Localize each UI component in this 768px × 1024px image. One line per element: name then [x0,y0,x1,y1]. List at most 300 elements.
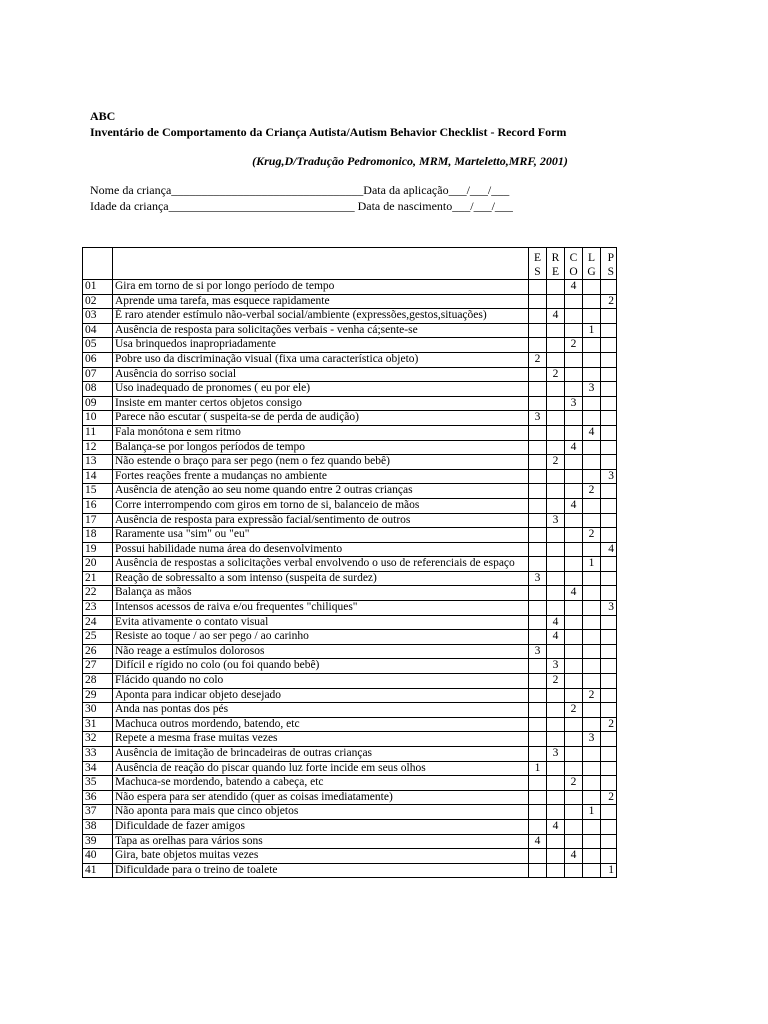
item-number: 04 [83,323,113,338]
score-cell-ps[interactable]: 4 [601,542,617,557]
score-cell-lg[interactable] [583,367,601,382]
table-row [83,790,617,805]
score-cell-lg[interactable] [583,396,601,411]
score-cell-co[interactable] [565,805,583,820]
score-cell-re[interactable] [547,790,565,805]
score-cell-co[interactable] [565,674,583,689]
table-row [83,674,617,689]
item-description: Fortes reações frente a mudanças no ambiente [113,469,529,484]
score-cell-co[interactable] [565,411,583,426]
score-cell-lg[interactable]: 3 [583,732,601,747]
score-cell-lg[interactable]: 1 [583,805,601,820]
score-cell-ps[interactable] [601,732,617,747]
score-cell-co[interactable] [565,352,583,367]
score-cell-re[interactable] [547,717,565,732]
item-number: 25 [83,630,113,645]
item-number: 32 [83,732,113,747]
item-number: 17 [83,513,113,528]
item-description: Tapa as orelhas para vários sons [113,834,529,849]
checklist-table [82,247,617,878]
table-row [83,484,617,499]
score-cell-es[interactable] [529,367,547,382]
item-description: Aprende uma tarefa, mas esquece rapidamente [113,294,529,309]
item-number: 10 [83,411,113,426]
score-cell-co[interactable]: 2 [565,776,583,791]
score-cell-ps[interactable] [601,367,617,382]
score-cell-co[interactable] [565,542,583,557]
score-cell-lg[interactable] [583,352,601,367]
score-cell-re[interactable] [547,542,565,557]
score-cell-ps[interactable] [601,425,617,440]
score-cell-lg[interactable] [583,674,601,689]
score-cell-ps[interactable]: 3 [601,469,617,484]
score-cell-re[interactable] [547,586,565,601]
score-cell-lg[interactable] [583,863,601,878]
item-description: Intensos acessos de raiva e/ou frequentes "chiliques" [113,601,529,616]
item-number: 19 [83,542,113,557]
score-cell-ps[interactable] [601,323,617,338]
item-description: Ausência de resposta para solicitações verbais - venha cá;sente-se [113,323,529,338]
score-cell-es[interactable] [529,732,547,747]
score-cell-re[interactable]: 2 [547,367,565,382]
score-cell-lg[interactable]: 1 [583,323,601,338]
score-cell-lg[interactable] [583,776,601,791]
score-cell-re[interactable]: 2 [547,455,565,470]
score-cell-ps[interactable] [601,615,617,630]
score-cell-es[interactable] [529,776,547,791]
score-cell-lg[interactable] [583,834,601,849]
score-cell-es[interactable] [529,469,547,484]
item-number: 29 [83,688,113,703]
item-description: Balança as mãos [113,586,529,601]
score-cell-re[interactable] [547,688,565,703]
score-cell-lg[interactable] [583,615,601,630]
score-cell-es[interactable] [529,674,547,689]
score-cell-co[interactable] [565,309,583,324]
table-row [83,761,617,776]
item-number: 31 [83,717,113,732]
score-cell-co[interactable]: 4 [565,849,583,864]
score-cell-lg[interactable] [583,440,601,455]
score-cell-es[interactable] [529,615,547,630]
score-cell-lg[interactable] [583,761,601,776]
item-number: 21 [83,571,113,586]
item-description: Ausência de atenção ao seu nome quando entre 2 outras crianças [113,484,529,499]
item-description: Parece não escutar ( suspeita-se de perda de audição) [113,411,529,426]
score-cell-lg[interactable] [583,630,601,645]
item-number: 20 [83,557,113,572]
item-number: 37 [83,805,113,820]
score-cell-ps[interactable] [601,352,617,367]
score-cell-lg[interactable] [583,703,601,718]
child-name-application-date-field[interactable]: Nome da criança________________________________Data da aplicação___/___/___ [90,183,510,197]
score-cell-co[interactable] [565,323,583,338]
score-cell-co[interactable] [565,528,583,543]
score-cell-lg[interactable] [583,294,601,309]
identification-fields [90,182,730,214]
score-cell-es[interactable] [529,542,547,557]
item-number: 13 [83,455,113,470]
score-cell-es[interactable] [529,280,547,295]
score-cell-ps[interactable] [601,630,617,645]
header-description-cell [113,248,529,280]
score-cell-es[interactable] [529,323,547,338]
score-cell-re[interactable] [547,776,565,791]
score-cell-ps[interactable] [601,557,617,572]
score-cell-es[interactable] [529,805,547,820]
score-cell-ps[interactable] [601,455,617,470]
score-cell-ps[interactable] [601,586,617,601]
item-number: 36 [83,790,113,805]
item-description: Possui habilidade numa área do desenvolvimento [113,542,529,557]
form-title: ABC [90,109,116,123]
table-row [83,571,617,586]
score-cell-lg[interactable] [583,338,601,353]
score-cell-re[interactable] [547,601,565,616]
item-number: 09 [83,396,113,411]
score-cell-ps[interactable] [601,688,617,703]
score-cell-co[interactable] [565,761,583,776]
score-cell-re[interactable] [547,571,565,586]
score-cell-lg[interactable] [583,586,601,601]
score-cell-re[interactable] [547,411,565,426]
score-cell-ps[interactable] [601,411,617,426]
score-cell-co[interactable] [565,601,583,616]
item-description: Aponta para indicar objeto desejado [113,688,529,703]
table-row [83,411,617,426]
score-cell-es[interactable]: 3 [529,571,547,586]
score-cell-re[interactable] [547,484,565,499]
document-header [90,108,730,214]
score-cell-co[interactable] [565,688,583,703]
child-age-birth-date-field[interactable]: Idade da criança_______________________________ Data de nascimento___/___/___ [90,199,513,213]
score-cell-ps[interactable] [601,396,617,411]
score-cell-ps[interactable] [601,280,617,295]
score-cell-ps[interactable] [601,382,617,397]
score-cell-lg[interactable] [583,644,601,659]
score-cell-re[interactable] [547,396,565,411]
score-cell-lg[interactable] [583,717,601,732]
score-cell-co[interactable] [565,557,583,572]
score-cell-lg[interactable]: 3 [583,382,601,397]
score-cell-co[interactable] [565,484,583,499]
score-cell-es[interactable] [529,819,547,834]
item-number: 07 [83,367,113,382]
score-cell-ps[interactable] [601,440,617,455]
score-cell-re[interactable]: 3 [547,513,565,528]
score-cell-es[interactable] [529,630,547,645]
score-cell-re[interactable] [547,849,565,864]
score-cell-re[interactable] [547,352,565,367]
score-cell-co[interactable] [565,790,583,805]
item-description: Não reage a estímulos dolorosos [113,644,529,659]
table-row [83,601,617,616]
score-cell-re[interactable]: 4 [547,819,565,834]
table-row [83,323,617,338]
score-cell-lg[interactable] [583,659,601,674]
item-number: 28 [83,674,113,689]
score-cell-re[interactable] [547,323,565,338]
score-cell-lg[interactable] [583,455,601,470]
score-cell-re[interactable] [547,528,565,543]
score-cell-re[interactable]: 3 [547,659,565,674]
item-description: Balança-se por longos períodos de tempo [113,440,529,455]
table-row [83,528,617,543]
score-cell-es[interactable]: 1 [529,761,547,776]
item-description: Fala monótona e sem ritmo [113,425,529,440]
score-cell-co[interactable] [565,455,583,470]
score-cell-lg[interactable]: 2 [583,528,601,543]
score-cell-co[interactable] [565,513,583,528]
score-cell-re[interactable]: 2 [547,674,565,689]
score-cell-ps[interactable] [601,674,617,689]
score-cell-ps[interactable]: 2 [601,790,617,805]
score-cell-es[interactable] [529,294,547,309]
item-number: 11 [83,425,113,440]
score-cell-es[interactable] [529,849,547,864]
score-cell-re[interactable] [547,557,565,572]
score-cell-co[interactable] [565,747,583,762]
item-description: Machuca outros mordendo, batendo, etc [113,717,529,732]
score-cell-co[interactable]: 4 [565,440,583,455]
score-cell-ps[interactable] [601,761,617,776]
table-row [83,630,617,645]
item-description: Raramente usa "sim" ou "eu" [113,528,529,543]
score-cell-ps[interactable] [601,644,617,659]
score-cell-re[interactable] [547,338,565,353]
score-cell-es[interactable] [529,747,547,762]
item-description: Resiste ao toque / ao ser pego / ao carinho [113,630,529,645]
score-cell-ps[interactable] [601,528,617,543]
item-number: 18 [83,528,113,543]
score-cell-ps[interactable] [601,498,617,513]
score-cell-es[interactable] [529,659,547,674]
item-description: Gira em torno de si por longo período de tempo [113,280,529,295]
score-cell-co[interactable] [565,819,583,834]
item-number: 03 [83,309,113,324]
score-cell-lg[interactable] [583,309,601,324]
score-cell-re[interactable] [547,440,565,455]
score-cell-re[interactable] [547,834,565,849]
score-cell-lg[interactable]: 1 [583,557,601,572]
score-cell-ps[interactable] [601,747,617,762]
item-number: 14 [83,469,113,484]
score-cell-ps[interactable]: 2 [601,717,617,732]
score-cell-lg[interactable] [583,601,601,616]
score-cell-re[interactable] [547,644,565,659]
table-row [83,732,617,747]
item-description: Dificuldade para o treino de toalete [113,863,529,878]
score-cell-ps[interactable] [601,338,617,353]
table-row [83,776,617,791]
score-cell-co[interactable] [565,834,583,849]
score-cell-co[interactable] [565,425,583,440]
score-cell-lg[interactable]: 2 [583,484,601,499]
translation-credit: (Krug,D/Tradução Pedromonico, MRM, Marteletto,MRF, 2001) [252,154,568,168]
item-description: Ausência de respostas a solicitações verbal envolvendo o uso de referenciais de espaço [113,557,529,572]
table-row [83,586,617,601]
score-cell-lg[interactable]: 4 [583,425,601,440]
score-cell-es[interactable] [529,557,547,572]
score-cell-es[interactable] [529,498,547,513]
score-cell-es[interactable] [529,382,547,397]
score-cell-lg[interactable] [583,411,601,426]
score-cell-lg[interactable] [583,280,601,295]
table-row [83,498,617,513]
score-cell-ps[interactable] [601,805,617,820]
score-cell-co[interactable]: 2 [565,338,583,353]
score-cell-re[interactable]: 3 [547,747,565,762]
table-row [83,717,617,732]
score-cell-es[interactable] [529,717,547,732]
item-description: Anda nas pontas dos pés [113,703,529,718]
score-cell-re[interactable] [547,863,565,878]
score-cell-co[interactable] [565,294,583,309]
score-cell-co[interactable] [565,367,583,382]
table-row [83,338,617,353]
score-cell-es[interactable] [529,513,547,528]
score-cell-co[interactable]: 4 [565,498,583,513]
item-number: 27 [83,659,113,674]
score-cell-lg[interactable]: 2 [583,688,601,703]
score-cell-lg[interactable] [583,819,601,834]
column-header-re: R E [547,248,565,280]
score-cell-co[interactable] [565,863,583,878]
score-cell-lg[interactable] [583,747,601,762]
score-cell-ps[interactable]: 2 [601,294,617,309]
score-cell-es[interactable] [529,309,547,324]
item-description: Não estende o braço para ser pego (nem o fez quando bebê) [113,455,529,470]
score-cell-es[interactable] [529,484,547,499]
score-cell-es[interactable] [529,528,547,543]
score-cell-co[interactable]: 2 [565,703,583,718]
score-cell-re[interactable] [547,703,565,718]
score-cell-co[interactable] [565,644,583,659]
score-cell-es[interactable]: 2 [529,352,547,367]
table-row [83,819,617,834]
table-row [83,513,617,528]
score-cell-ps[interactable] [601,703,617,718]
score-cell-ps[interactable] [601,849,617,864]
item-description: Ausência de imitação de brincadeiras de outras crianças [113,747,529,762]
score-cell-ps[interactable] [601,484,617,499]
score-cell-ps[interactable] [601,309,617,324]
score-cell-re[interactable] [547,469,565,484]
item-number: 39 [83,834,113,849]
score-cell-ps[interactable] [601,834,617,849]
score-cell-re[interactable] [547,425,565,440]
score-cell-re[interactable] [547,761,565,776]
score-cell-re[interactable]: 4 [547,630,565,645]
score-cell-co[interactable] [565,571,583,586]
score-cell-es[interactable]: 3 [529,644,547,659]
score-cell-es[interactable]: 4 [529,834,547,849]
item-number: 38 [83,819,113,834]
table-row [83,863,617,878]
item-number: 15 [83,484,113,499]
item-description: Ausência de resposta para expressão facial/sentimento de outros [113,513,529,528]
score-cell-es[interactable] [529,425,547,440]
score-cell-co[interactable] [565,469,583,484]
item-description: Ausência de reação do piscar quando luz forte incide em seus olhos [113,761,529,776]
table-row [83,557,617,572]
score-cell-re[interactable] [547,732,565,747]
score-cell-co[interactable]: 4 [565,586,583,601]
score-cell-co[interactable] [565,659,583,674]
score-cell-lg[interactable] [583,790,601,805]
score-cell-co[interactable]: 4 [565,280,583,295]
item-description: Não espera para ser atendido (quer as coisas imediatamente) [113,790,529,805]
item-description: Difícil e rígido no colo (ou foi quando bebê) [113,659,529,674]
score-cell-re[interactable] [547,498,565,513]
item-number: 35 [83,776,113,791]
score-cell-re[interactable] [547,280,565,295]
score-cell-re[interactable]: 4 [547,309,565,324]
score-cell-ps[interactable] [601,776,617,791]
table-row [83,542,617,557]
score-cell-lg[interactable] [583,571,601,586]
score-cell-co[interactable]: 3 [565,396,583,411]
score-cell-ps[interactable] [601,659,617,674]
score-cell-ps[interactable] [601,571,617,586]
item-description: É raro atender estímulo não-verbal social/ambiente (expressões,gestos,situações) [113,309,529,324]
score-cell-lg[interactable] [583,849,601,864]
form-subtitle: Inventário de Comportamento da Criança Autista/Autism Behavior Checklist - Record Form [90,125,567,139]
score-cell-es[interactable]: 3 [529,411,547,426]
item-number: 01 [83,280,113,295]
score-cell-co[interactable] [565,382,583,397]
score-cell-co[interactable] [565,732,583,747]
score-cell-es[interactable] [529,688,547,703]
score-cell-ps[interactable] [601,513,617,528]
score-cell-es[interactable] [529,440,547,455]
table-row [83,644,617,659]
score-cell-co[interactable] [565,615,583,630]
item-number: 41 [83,863,113,878]
score-cell-re[interactable]: 4 [547,615,565,630]
score-cell-lg[interactable] [583,469,601,484]
score-cell-lg[interactable] [583,513,601,528]
item-description: Uso inadequado de pronomes ( eu por ele) [113,382,529,397]
score-cell-es[interactable] [529,586,547,601]
score-cell-re[interactable] [547,294,565,309]
score-cell-ps[interactable]: 1 [601,863,617,878]
score-cell-es[interactable] [529,455,547,470]
column-header-co: C O [565,248,583,280]
score-cell-re[interactable] [547,382,565,397]
score-cell-es[interactable] [529,338,547,353]
score-cell-es[interactable] [529,601,547,616]
score-cell-ps[interactable]: 3 [601,601,617,616]
score-cell-es[interactable] [529,396,547,411]
score-cell-re[interactable] [547,805,565,820]
score-cell-ps[interactable] [601,819,617,834]
score-cell-co[interactable] [565,717,583,732]
score-cell-lg[interactable] [583,542,601,557]
table-row [83,294,617,309]
item-description: Gira, bate objetos muitas vezes [113,849,529,864]
score-cell-lg[interactable] [583,498,601,513]
table-header-row [83,248,617,280]
table-row [83,396,617,411]
score-cell-es[interactable] [529,863,547,878]
item-number: 30 [83,703,113,718]
table-row [83,469,617,484]
score-cell-co[interactable] [565,630,583,645]
item-number: 08 [83,382,113,397]
score-cell-es[interactable] [529,790,547,805]
score-cell-es[interactable] [529,703,547,718]
